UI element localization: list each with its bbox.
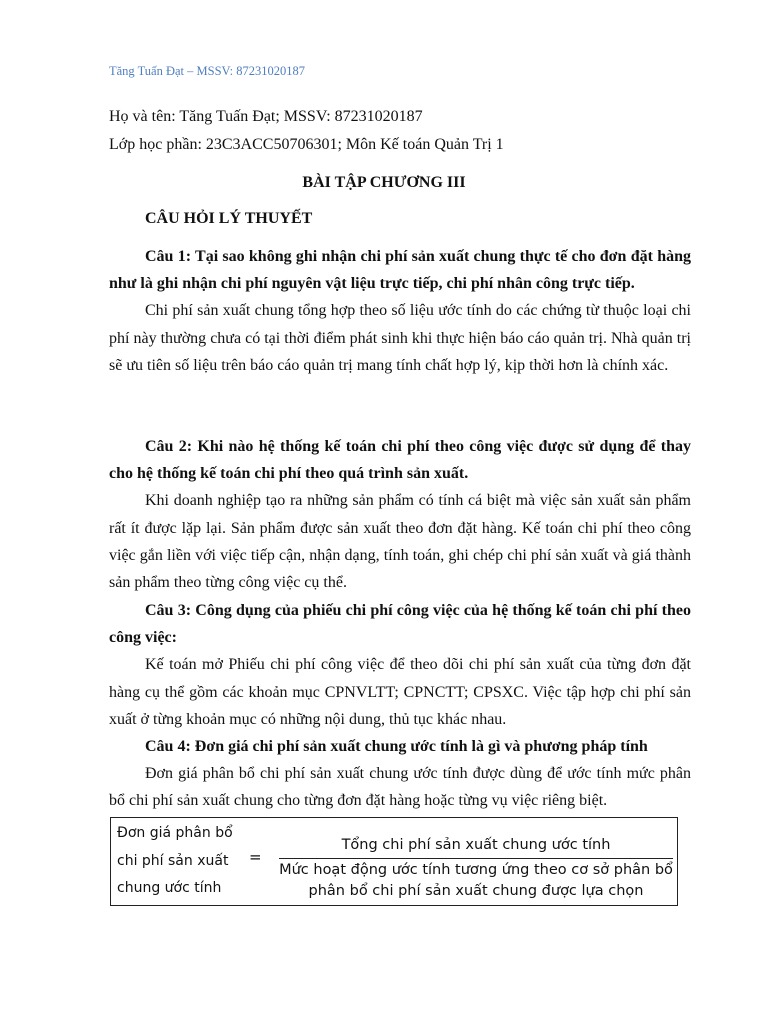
- question-1-block: [109, 243, 691, 379]
- document-title: BÀI TẬP CHƯƠNG III: [302, 174, 466, 191]
- formula-denominator-line-2: phân bổ chi phí sản xuất chung được lựa chọn: [308, 883, 644, 899]
- question-3: Câu 3: Công dụng của phiếu chi phí công việc của hệ thống kế toán chi phí theo công việc:: [109, 602, 691, 647]
- formula-left-label: [117, 820, 242, 903]
- answer-4: Đơn giá phân bổ chi phí sản xuất chung ước tính được dùng để ước tính mức phân bổ chi phí sản xuất chung cho từng đơn đặt hàng hoặc từng vụ việc riêng biệt.: [109, 765, 691, 810]
- question-4: Câu 4: Đơn giá chi phí sản xuất chung ước tính là gì và phương pháp tính: [145, 738, 648, 755]
- class-line: Lớp học phần: 23C3ACC50706301; Môn Kế toán Quản Trị 1: [109, 136, 504, 153]
- question-3-block: [109, 597, 691, 733]
- formula-left-line-3: chung ước tính: [117, 880, 222, 896]
- answer-3: Kế toán mở Phiếu chi phí công việc để theo dõi chi phí sản xuất của từng đơn đặt hàng cụ thể gồm các khoản mục CPNVLTT; CPNCTT; CPSXC. Việc tập hợp chi phí sản xuất ở từng khoản mục có những nội dung, thủ tục khác nhau.: [109, 656, 691, 728]
- answer-2: Khi doanh nghiệp tạo ra những sản phẩm có tính cá biệt mà việc sản xuất sản phẩm rất ít được lặp lại. Sản phẩm được sản xuất theo đơn đặt hàng. Kế toán chi phí theo công việc gắn liền với việc tiếp cận, nhận dạng, tính toán, ghi chép chi phí sản xuất và giá thành sản phẩm theo từng công việc cụ thể.: [109, 492, 691, 592]
- student-name-line: Họ và tên: Tăng Tuấn Đạt; MSSV: 87231020187: [109, 108, 423, 125]
- question-4-block: [109, 733, 691, 815]
- running-header: Tăng Tuấn Đạt – MSSV: 87231020187: [109, 64, 305, 78]
- formula-equals-sign: =: [249, 848, 262, 866]
- formula-numerator: Tổng chi phí sản xuất chung ước tính: [279, 835, 673, 859]
- formula-denominator: [279, 859, 673, 902]
- formula-left-line-1: Đơn giá phân bổ: [117, 825, 233, 841]
- question-2: Câu 2: Khi nào hệ thống kế toán chi phí theo công việc được sử dụng để thay cho hệ thống kế toán chi phí theo quá trình sản xuất.: [109, 438, 691, 483]
- formula-left-line-2: chi phí sản xuất: [117, 852, 229, 869]
- question-1: Câu 1: Tại sao không ghi nhận chi phí sản xuất chung thực tế cho đơn đặt hàng như là ghi nhận chi phí nguyên vật liệu trực tiếp, chi phí nhân công trực tiếp.: [109, 248, 691, 293]
- formula-box: [110, 817, 678, 906]
- formula-denominator-line-1: Mức hoạt động ước tính tương ứng theo cơ sở phân bổ: [279, 862, 673, 878]
- section-heading: CÂU HỎI LÝ THUYẾT: [145, 210, 313, 227]
- formula-fraction: [279, 835, 673, 902]
- question-2-block: [109, 433, 691, 596]
- answer-1: Chi phí sản xuất chung tổng hợp theo số liệu ước tính do các chứng từ thuộc loại chi phí này thường chưa có tại thời điểm phát sinh khi thực hiện báo cáo quản trị. Nhà quản trị sẽ ưu tiên số liệu trên báo cáo quản trị mang tính chất hợp lý, kịp thời hơn là chính xác.: [109, 302, 691, 374]
